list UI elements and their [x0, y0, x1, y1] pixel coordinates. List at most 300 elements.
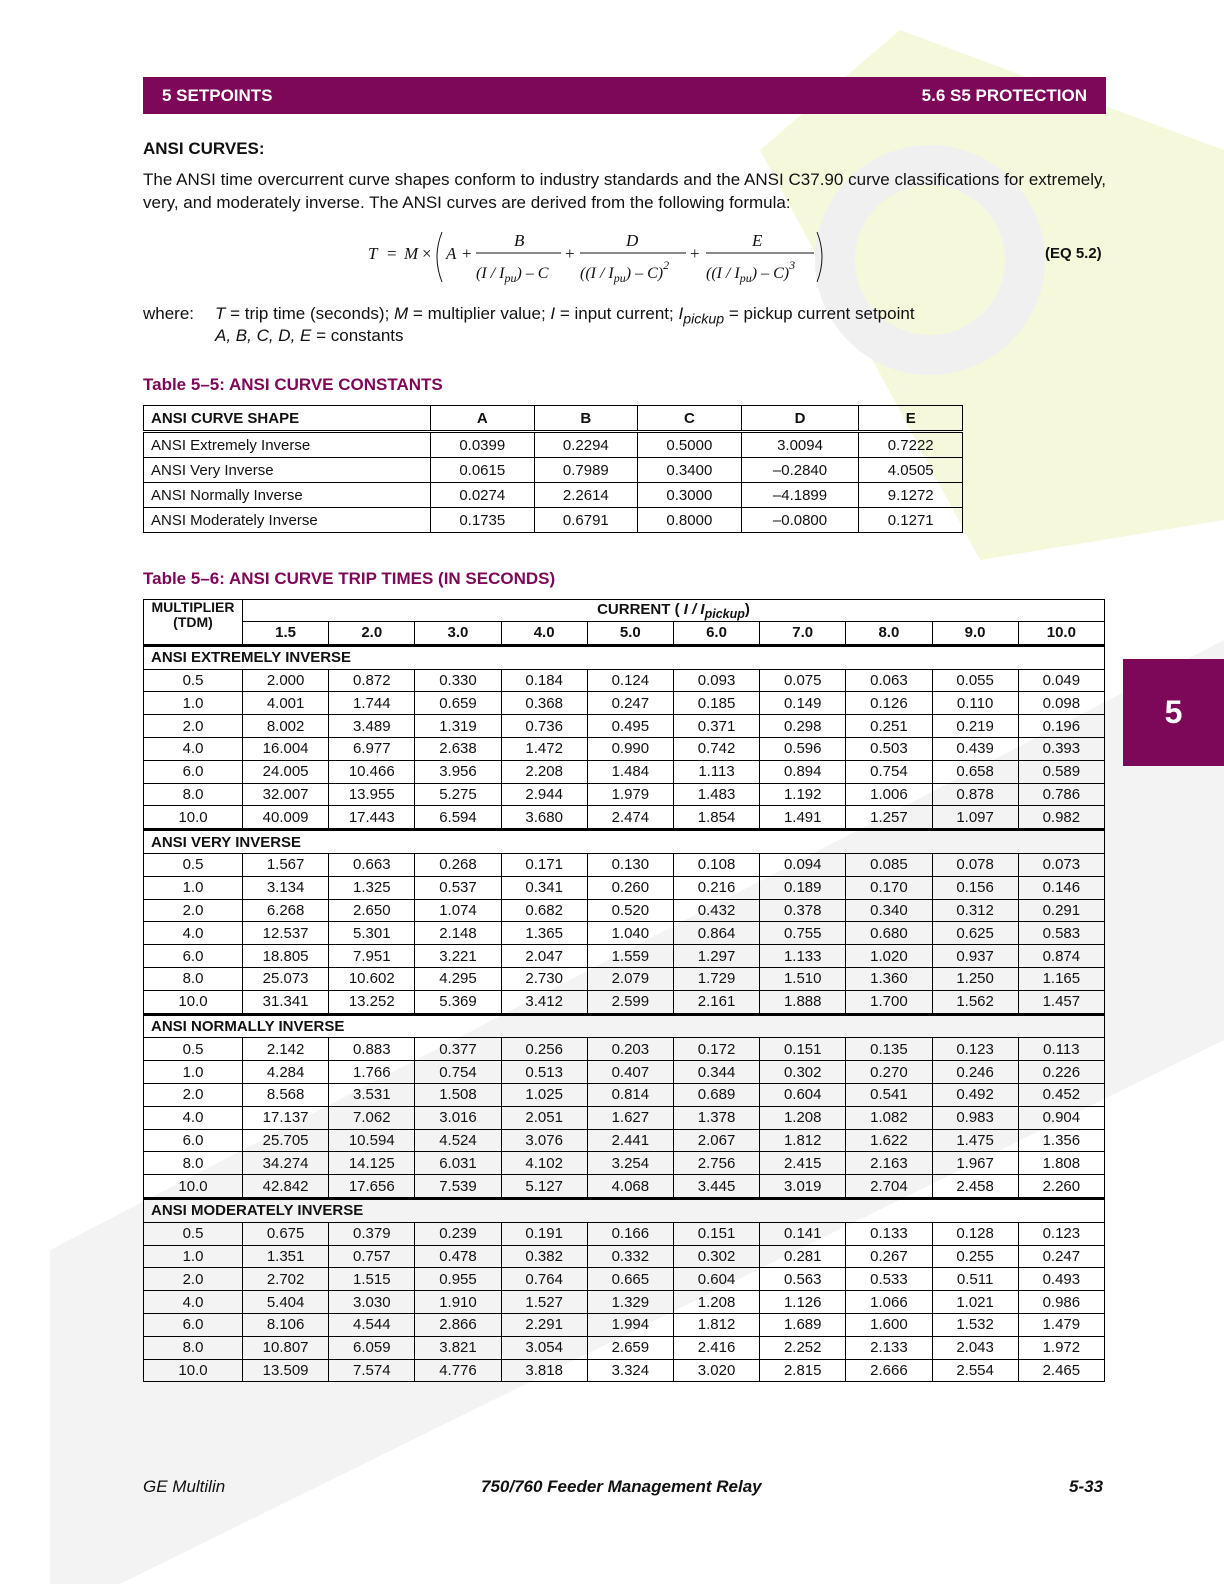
- table-row: [144, 967, 1105, 990]
- trip-time-cell: 3.818: [501, 1359, 587, 1382]
- trip-time-cell: 0.123: [1018, 1222, 1104, 1245]
- trip-time-cell: 0.135: [846, 1038, 932, 1061]
- trip-time-cell: 2.208: [501, 760, 587, 783]
- table-row: [144, 760, 1105, 783]
- trip-time-cell: 2.148: [415, 922, 501, 945]
- table-row: [144, 1106, 1105, 1129]
- trip-time-cell: 2.260: [1018, 1175, 1104, 1198]
- trip-time-cell: 3.016: [415, 1106, 501, 1129]
- trip-time-cell: 4.102: [501, 1152, 587, 1175]
- trip-time-cell: 0.251: [846, 715, 932, 738]
- equation-label: (EQ 5.2): [1045, 245, 1102, 262]
- trip-time-cell: 0.332: [587, 1245, 673, 1268]
- trip-time-cell: 8.106: [243, 1313, 329, 1336]
- trip-time-cell: 0.281: [760, 1245, 846, 1268]
- current-value-header: 5.0: [587, 622, 673, 645]
- trip-time-cell: 0.513: [501, 1061, 587, 1084]
- table-row: [144, 1336, 1105, 1359]
- trip-time-cell: 1.457: [1018, 990, 1104, 1013]
- multiplier-cell: 8.0: [144, 1336, 243, 1359]
- trip-time-cell: 10.466: [329, 760, 415, 783]
- trip-time-cell: 0.658: [932, 760, 1018, 783]
- trip-time-cell: 13.955: [329, 783, 415, 806]
- current-value-header: 2.0: [329, 622, 415, 645]
- trip-time-cell: 6.031: [415, 1152, 501, 1175]
- trip-time-cell: 3.134: [243, 876, 329, 899]
- table-row: [144, 876, 1105, 899]
- trip-time-cell: 1.622: [846, 1129, 932, 1152]
- trip-time-cell: 0.340: [846, 899, 932, 922]
- trip-time-cell: 0.864: [673, 922, 759, 945]
- footer-company: GE Multilin: [143, 1477, 226, 1496]
- trip-time-cell: 2.815: [760, 1359, 846, 1382]
- trip-time-cell: 0.330: [415, 669, 501, 692]
- table-row: [144, 1152, 1105, 1175]
- trip-time-cell: 3.254: [587, 1152, 673, 1175]
- multiplier-cell: 10.0: [144, 806, 243, 829]
- trip-time-cell: 0.189: [760, 876, 846, 899]
- trip-time-cell: 1.208: [673, 1291, 759, 1314]
- trip-time-cell: 2.051: [501, 1106, 587, 1129]
- curve-group-row: [144, 830, 1105, 853]
- curve-shape-cell: ANSI Normally Inverse: [144, 483, 431, 508]
- trip-time-cell: 1.532: [932, 1313, 1018, 1336]
- trip-time-cell: 0.226: [1018, 1061, 1104, 1084]
- trip-time-cell: 1.097: [932, 806, 1018, 829]
- trip-time-cell: 0.368: [501, 692, 587, 715]
- trip-time-cell: 42.842: [243, 1175, 329, 1198]
- trip-time-cell: 0.663: [329, 853, 415, 876]
- trip-time-cell: 1.808: [1018, 1152, 1104, 1175]
- trip-time-cell: 0.078: [932, 853, 1018, 876]
- trip-time-cell: 1.527: [501, 1291, 587, 1314]
- trip-time-cell: 1.126: [760, 1291, 846, 1314]
- trip-time-cell: 0.589: [1018, 760, 1104, 783]
- trip-time-cell: 0.377: [415, 1038, 501, 1061]
- curve-group-label: ANSI VERY INVERSE: [144, 830, 1105, 853]
- curve-shape-cell: ANSI Moderately Inverse: [144, 508, 431, 533]
- trip-time-cell: 7.539: [415, 1175, 501, 1198]
- trip-time-cell: 8.568: [243, 1083, 329, 1106]
- trip-time-cell: 3.019: [760, 1175, 846, 1198]
- multiplier-cell: 2.0: [144, 899, 243, 922]
- trip-time-cell: 3.489: [329, 715, 415, 738]
- table55-caption: Table 5–5: ANSI CURVE CONSTANTS: [143, 375, 443, 394]
- trip-time-cell: 2.067: [673, 1129, 759, 1152]
- trip-time-cell: 0.113: [1018, 1038, 1104, 1061]
- trip-time-cell: 0.341: [501, 876, 587, 899]
- trip-time-cell: 0.094: [760, 853, 846, 876]
- trip-time-cell: 0.604: [673, 1268, 759, 1291]
- trip-time-cell: 0.378: [760, 899, 846, 922]
- trip-time-cell: 1.208: [760, 1106, 846, 1129]
- trip-time-cell: 2.458: [932, 1175, 1018, 1198]
- svg-text:A: A: [446, 244, 457, 263]
- trip-time-cell: 5.275: [415, 783, 501, 806]
- trip-time-cell: 0.255: [932, 1245, 1018, 1268]
- table-row: [144, 1038, 1105, 1061]
- trip-time-cell: 7.062: [329, 1106, 415, 1129]
- trip-time-cell: 1.250: [932, 967, 1018, 990]
- trip-time-cell: 0.124: [587, 669, 673, 692]
- trip-time-cell: 0.267: [846, 1245, 932, 1268]
- trip-time-cell: 13.509: [243, 1359, 329, 1382]
- multiplier-cell: 1.0: [144, 1245, 243, 1268]
- trip-time-cell: 1.297: [673, 945, 759, 968]
- table-row: [144, 1222, 1105, 1245]
- curve-group-row: [144, 1015, 1105, 1038]
- trip-time-cell: 0.156: [932, 876, 1018, 899]
- ansi-trip-times-table: [143, 599, 1105, 1382]
- trip-time-cell: 17.137: [243, 1106, 329, 1129]
- table-row: [144, 1061, 1105, 1084]
- trip-time-cell: 2.650: [329, 899, 415, 922]
- table-row: [144, 922, 1105, 945]
- section-title: ANSI CURVES:: [143, 139, 265, 158]
- ansi-constants-table: [143, 405, 963, 533]
- current-value-header: 7.0: [760, 622, 846, 645]
- trip-time-cell: 0.764: [501, 1268, 587, 1291]
- trip-time-cell: 1.972: [1018, 1336, 1104, 1359]
- constant-cell: 0.7989: [534, 458, 638, 483]
- multiplier-cell: 0.5: [144, 1222, 243, 1245]
- trip-time-cell: 3.956: [415, 760, 501, 783]
- trip-time-cell: 0.757: [329, 1245, 415, 1268]
- curve-shape-cell: ANSI Extremely Inverse: [144, 432, 431, 458]
- trip-time-cell: 34.274: [243, 1152, 329, 1175]
- table-row: [144, 1268, 1105, 1291]
- multiplier-cell: 10.0: [144, 1175, 243, 1198]
- trip-time-cell: 5.127: [501, 1175, 587, 1198]
- constant-cell: 2.2614: [534, 483, 638, 508]
- curve-group-label: ANSI NORMALLY INVERSE: [144, 1015, 1105, 1038]
- footer-page-number: 5-33: [1069, 1477, 1104, 1496]
- constant-cell: 0.8000: [638, 508, 742, 533]
- trip-time-cell: 1.729: [673, 967, 759, 990]
- trip-time-cell: 1.475: [932, 1129, 1018, 1152]
- trip-time-cell: 2.133: [846, 1336, 932, 1359]
- trip-time-cell: 1.491: [760, 806, 846, 829]
- trip-time-cell: 1.559: [587, 945, 673, 968]
- trip-time-cell: 0.478: [415, 1245, 501, 1268]
- trip-time-cell: 0.659: [415, 692, 501, 715]
- trip-time-cell: 10.807: [243, 1336, 329, 1359]
- trip-time-cell: 1.967: [932, 1152, 1018, 1175]
- trip-time-cell: 0.093: [673, 669, 759, 692]
- trip-time-cell: 0.219: [932, 715, 1018, 738]
- table-header-cell: A: [431, 406, 535, 432]
- trip-time-cell: 1.066: [846, 1291, 932, 1314]
- trip-time-cell: 6.268: [243, 899, 329, 922]
- trip-time-cell: 4.524: [415, 1129, 501, 1152]
- trip-time-cell: 0.130: [587, 853, 673, 876]
- trip-time-cell: 2.866: [415, 1313, 501, 1336]
- constant-cell: 4.0505: [859, 458, 963, 483]
- table-header-cell: C: [638, 406, 742, 432]
- trip-time-cell: 0.170: [846, 876, 932, 899]
- multiplier-cell: 1.0: [144, 876, 243, 899]
- table-row: [144, 432, 963, 458]
- svg-text:(I / Ipu) – C: $(I / I_{pu})$ – C: [476, 265, 549, 285]
- curve-group-row: [144, 1199, 1105, 1222]
- trip-time-cell: 0.986: [1018, 1291, 1104, 1314]
- trip-time-cell: 0.128: [932, 1222, 1018, 1245]
- trip-time-cell: 0.583: [1018, 922, 1104, 945]
- trip-time-cell: 0.149: [760, 692, 846, 715]
- svg-text:D: D: [626, 231, 639, 250]
- trip-time-cell: 0.439: [932, 737, 1018, 760]
- page-header: [143, 77, 1106, 114]
- table-row: [144, 508, 963, 533]
- table-row: [144, 806, 1105, 829]
- trip-time-cell: 0.503: [846, 737, 932, 760]
- trip-time-cell: 3.680: [501, 806, 587, 829]
- trip-time-cell: 3.054: [501, 1336, 587, 1359]
- trip-time-cell: 5.301: [329, 922, 415, 945]
- trip-time-cell: 0.123: [932, 1038, 1018, 1061]
- trip-time-cell: 0.493: [1018, 1268, 1104, 1291]
- curve-group-row: [144, 646, 1105, 669]
- trip-time-cell: 1.484: [587, 760, 673, 783]
- constant-cell: 9.1272: [859, 483, 963, 508]
- trip-time-cell: 2.161: [673, 990, 759, 1013]
- trip-time-cell: 0.742: [673, 737, 759, 760]
- trip-time-cell: 2.000: [243, 669, 329, 692]
- trip-time-cell: 0.247: [1018, 1245, 1104, 1268]
- trip-time-cell: 0.755: [760, 922, 846, 945]
- trip-time-cell: 0.872: [329, 669, 415, 692]
- constant-cell: 0.0274: [431, 483, 535, 508]
- trip-time-cell: 10.594: [329, 1129, 415, 1152]
- trip-time-cell: 2.554: [932, 1359, 1018, 1382]
- trip-time-cell: 3.020: [673, 1359, 759, 1382]
- table-row: [144, 990, 1105, 1013]
- trip-time-cell: 0.537: [415, 876, 501, 899]
- trip-time-cell: 32.007: [243, 783, 329, 806]
- trip-time-cell: 0.085: [846, 853, 932, 876]
- trip-time-cell: 0.878: [932, 783, 1018, 806]
- trip-time-cell: 0.247: [587, 692, 673, 715]
- table-header-cell: D: [741, 406, 859, 432]
- trip-time-cell: 0.955: [415, 1268, 501, 1291]
- trip-time-cell: 18.805: [243, 945, 329, 968]
- trip-time-cell: 1.378: [673, 1106, 759, 1129]
- trip-time-cell: 2.043: [932, 1336, 1018, 1359]
- multiplier-cell: 4.0: [144, 922, 243, 945]
- trip-time-cell: 0.151: [673, 1222, 759, 1245]
- table-row: [144, 1083, 1105, 1106]
- trip-time-cell: 0.073: [1018, 853, 1104, 876]
- multiplier-cell: 10.0: [144, 990, 243, 1013]
- trip-time-cell: 0.689: [673, 1083, 759, 1106]
- svg-text:+: +: [690, 244, 700, 263]
- trip-time-cell: 0.814: [587, 1083, 673, 1106]
- trip-time-cell: 2.638: [415, 737, 501, 760]
- table-row: [144, 669, 1105, 692]
- trip-time-cell: 4.001: [243, 692, 329, 715]
- svg-text:((I / Ipu) – C)2: $((I / I_{pu}) - C)^2$: [580, 258, 670, 285]
- constant-cell: 0.1271: [859, 508, 963, 533]
- trip-time-cell: 24.005: [243, 760, 329, 783]
- trip-time-cell: 0.108: [673, 853, 759, 876]
- trip-time-cell: 0.344: [673, 1061, 759, 1084]
- constant-cell: –0.2840: [741, 458, 859, 483]
- table-row: [144, 1291, 1105, 1314]
- trip-time-cell: 17.443: [329, 806, 415, 829]
- trip-time-cell: 1.165: [1018, 967, 1104, 990]
- trip-time-cell: 0.049: [1018, 669, 1104, 692]
- trip-time-cell: 17.656: [329, 1175, 415, 1198]
- trip-time-cell: 2.465: [1018, 1359, 1104, 1382]
- table-row: [144, 692, 1105, 715]
- multiplier-cell: 10.0: [144, 1359, 243, 1382]
- trip-time-cell: 0.270: [846, 1061, 932, 1084]
- trip-time-cell: 0.675: [243, 1222, 329, 1245]
- trip-time-cell: 0.184: [501, 669, 587, 692]
- trip-time-cell: 1.257: [846, 806, 932, 829]
- trip-time-cell: 0.191: [501, 1222, 587, 1245]
- curve-group-label: ANSI MODERATELY INVERSE: [144, 1199, 1105, 1222]
- trip-time-cell: 0.393: [1018, 737, 1104, 760]
- table-row: [144, 1359, 1105, 1382]
- trip-time-cell: 0.260: [587, 876, 673, 899]
- trip-time-cell: 0.246: [932, 1061, 1018, 1084]
- svg-text:+: +: [565, 244, 575, 263]
- header-chapter: 5 SETPOINTS: [162, 85, 273, 105]
- trip-time-cell: 0.563: [760, 1268, 846, 1291]
- table-row: [144, 458, 963, 483]
- trip-time-cell: 2.252: [760, 1336, 846, 1359]
- trip-time-cell: 1.021: [932, 1291, 1018, 1314]
- trip-time-cell: 2.944: [501, 783, 587, 806]
- trip-time-cell: 0.541: [846, 1083, 932, 1106]
- trip-time-cell: 0.874: [1018, 945, 1104, 968]
- where-line-variables: T = trip time (seconds); M = multiplier value; I = input current; $I_{pickup}$ = pickup current setpoint: [215, 304, 915, 328]
- trip-time-cell: 2.079: [587, 967, 673, 990]
- current-value-header: 10.0: [1018, 622, 1104, 645]
- trip-time-cell: 1.365: [501, 922, 587, 945]
- trip-time-cell: 0.382: [501, 1245, 587, 1268]
- trip-time-cell: 4.544: [329, 1313, 415, 1336]
- trip-time-cell: 1.567: [243, 853, 329, 876]
- trip-time-cell: 0.937: [932, 945, 1018, 968]
- trip-time-cell: 0.904: [1018, 1106, 1104, 1129]
- trip-time-cell: 0.682: [501, 899, 587, 922]
- trip-time-cell: 8.002: [243, 715, 329, 738]
- header-section: 5.6 S5 PROTECTION: [921, 85, 1087, 105]
- table-row: [144, 783, 1105, 806]
- trip-time-cell: 0.146: [1018, 876, 1104, 899]
- trip-time-cell: 25.705: [243, 1129, 329, 1152]
- trip-time-cell: 4.068: [587, 1175, 673, 1198]
- trip-time-cell: 0.982: [1018, 806, 1104, 829]
- trip-time-cell: 2.730: [501, 967, 587, 990]
- multiplier-cell: 6.0: [144, 760, 243, 783]
- constant-cell: 0.6791: [534, 508, 638, 533]
- trip-time-cell: 1.082: [846, 1106, 932, 1129]
- trip-time-cell: 0.268: [415, 853, 501, 876]
- current-value-header: 8.0: [846, 622, 932, 645]
- trip-time-cell: 0.075: [760, 669, 846, 692]
- trip-time-cell: 1.006: [846, 783, 932, 806]
- trip-time-cell: 4.284: [243, 1061, 329, 1084]
- constant-cell: 0.3400: [638, 458, 742, 483]
- trip-time-cell: 1.888: [760, 990, 846, 1013]
- trip-time-cell: 0.736: [501, 715, 587, 738]
- table-row: [144, 1175, 1105, 1198]
- trip-time-cell: 3.030: [329, 1291, 415, 1314]
- trip-time-cell: 0.203: [587, 1038, 673, 1061]
- trip-time-cell: 0.171: [501, 853, 587, 876]
- trip-time-cell: 0.432: [673, 899, 759, 922]
- trip-time-cell: 0.063: [846, 669, 932, 692]
- trip-time-cell: 1.319: [415, 715, 501, 738]
- table-header-cell: B: [534, 406, 638, 432]
- constant-cell: 0.3000: [638, 483, 742, 508]
- constant-cell: –0.0800: [741, 508, 859, 533]
- trip-time-cell: 3.821: [415, 1336, 501, 1359]
- trip-time-cell: 1.600: [846, 1313, 932, 1336]
- trip-time-cell: 0.256: [501, 1038, 587, 1061]
- trip-time-cell: 0.983: [932, 1106, 1018, 1129]
- trip-time-cell: 0.055: [932, 669, 1018, 692]
- multiplier-cell: 6.0: [144, 1129, 243, 1152]
- trip-time-cell: 0.312: [932, 899, 1018, 922]
- trip-time-cell: 0.098: [1018, 692, 1104, 715]
- trip-time-cell: 1.113: [673, 760, 759, 783]
- multiplier-cell: 8.0: [144, 967, 243, 990]
- trip-time-cell: 0.665: [587, 1268, 673, 1291]
- trip-time-cell: 1.351: [243, 1245, 329, 1268]
- where-line-constants: A, B, C, D, E = constants: [215, 326, 404, 345]
- constant-cell: 3.0094: [741, 432, 859, 458]
- svg-text:+: +: [462, 244, 472, 263]
- trip-time-cell: 2.474: [587, 806, 673, 829]
- table-header-cell: ANSI CURVE SHAPE: [144, 406, 431, 432]
- multiplier-cell: 2.0: [144, 715, 243, 738]
- trip-time-cell: 1.025: [501, 1083, 587, 1106]
- table-row: [144, 1313, 1105, 1336]
- trip-time-cell: 0.239: [415, 1222, 501, 1245]
- trip-time-cell: 7.951: [329, 945, 415, 968]
- current-value-header: 1.5: [243, 622, 329, 645]
- constant-cell: 0.1735: [431, 508, 535, 533]
- trip-time-cell: 0.894: [760, 760, 846, 783]
- trip-time-cell: 2.702: [243, 1268, 329, 1291]
- trip-time-cell: 1.329: [587, 1291, 673, 1314]
- svg-text:T: T: [368, 244, 378, 263]
- ansi-curve-equation: [366, 226, 826, 288]
- trip-time-cell: 1.812: [760, 1129, 846, 1152]
- trip-time-cell: 0.511: [932, 1268, 1018, 1291]
- trip-time-cell: 0.625: [932, 922, 1018, 945]
- intro-paragraph: The ANSI time overcurrent curve shapes conform to industry standards and the ANSI C37.90 curve classifications for extremely, very, and moderately inverse. The ANSI curves are derived from the following formula:: [143, 170, 1106, 212]
- trip-time-cell: 2.415: [760, 1152, 846, 1175]
- trip-time-cell: 1.510: [760, 967, 846, 990]
- trip-time-cell: 1.854: [673, 806, 759, 829]
- multiplier-cell: 0.5: [144, 1038, 243, 1061]
- trip-time-cell: 0.596: [760, 737, 846, 760]
- table-row: [144, 945, 1105, 968]
- trip-time-cell: 1.979: [587, 783, 673, 806]
- svg-text:B: B: [514, 231, 525, 250]
- trip-time-cell: 0.492: [932, 1083, 1018, 1106]
- trip-time-cell: 1.689: [760, 1313, 846, 1336]
- trip-time-cell: 1.994: [587, 1313, 673, 1336]
- trip-time-cell: 0.196: [1018, 715, 1104, 738]
- current-value-header: 6.0: [673, 622, 759, 645]
- table-row: [144, 899, 1105, 922]
